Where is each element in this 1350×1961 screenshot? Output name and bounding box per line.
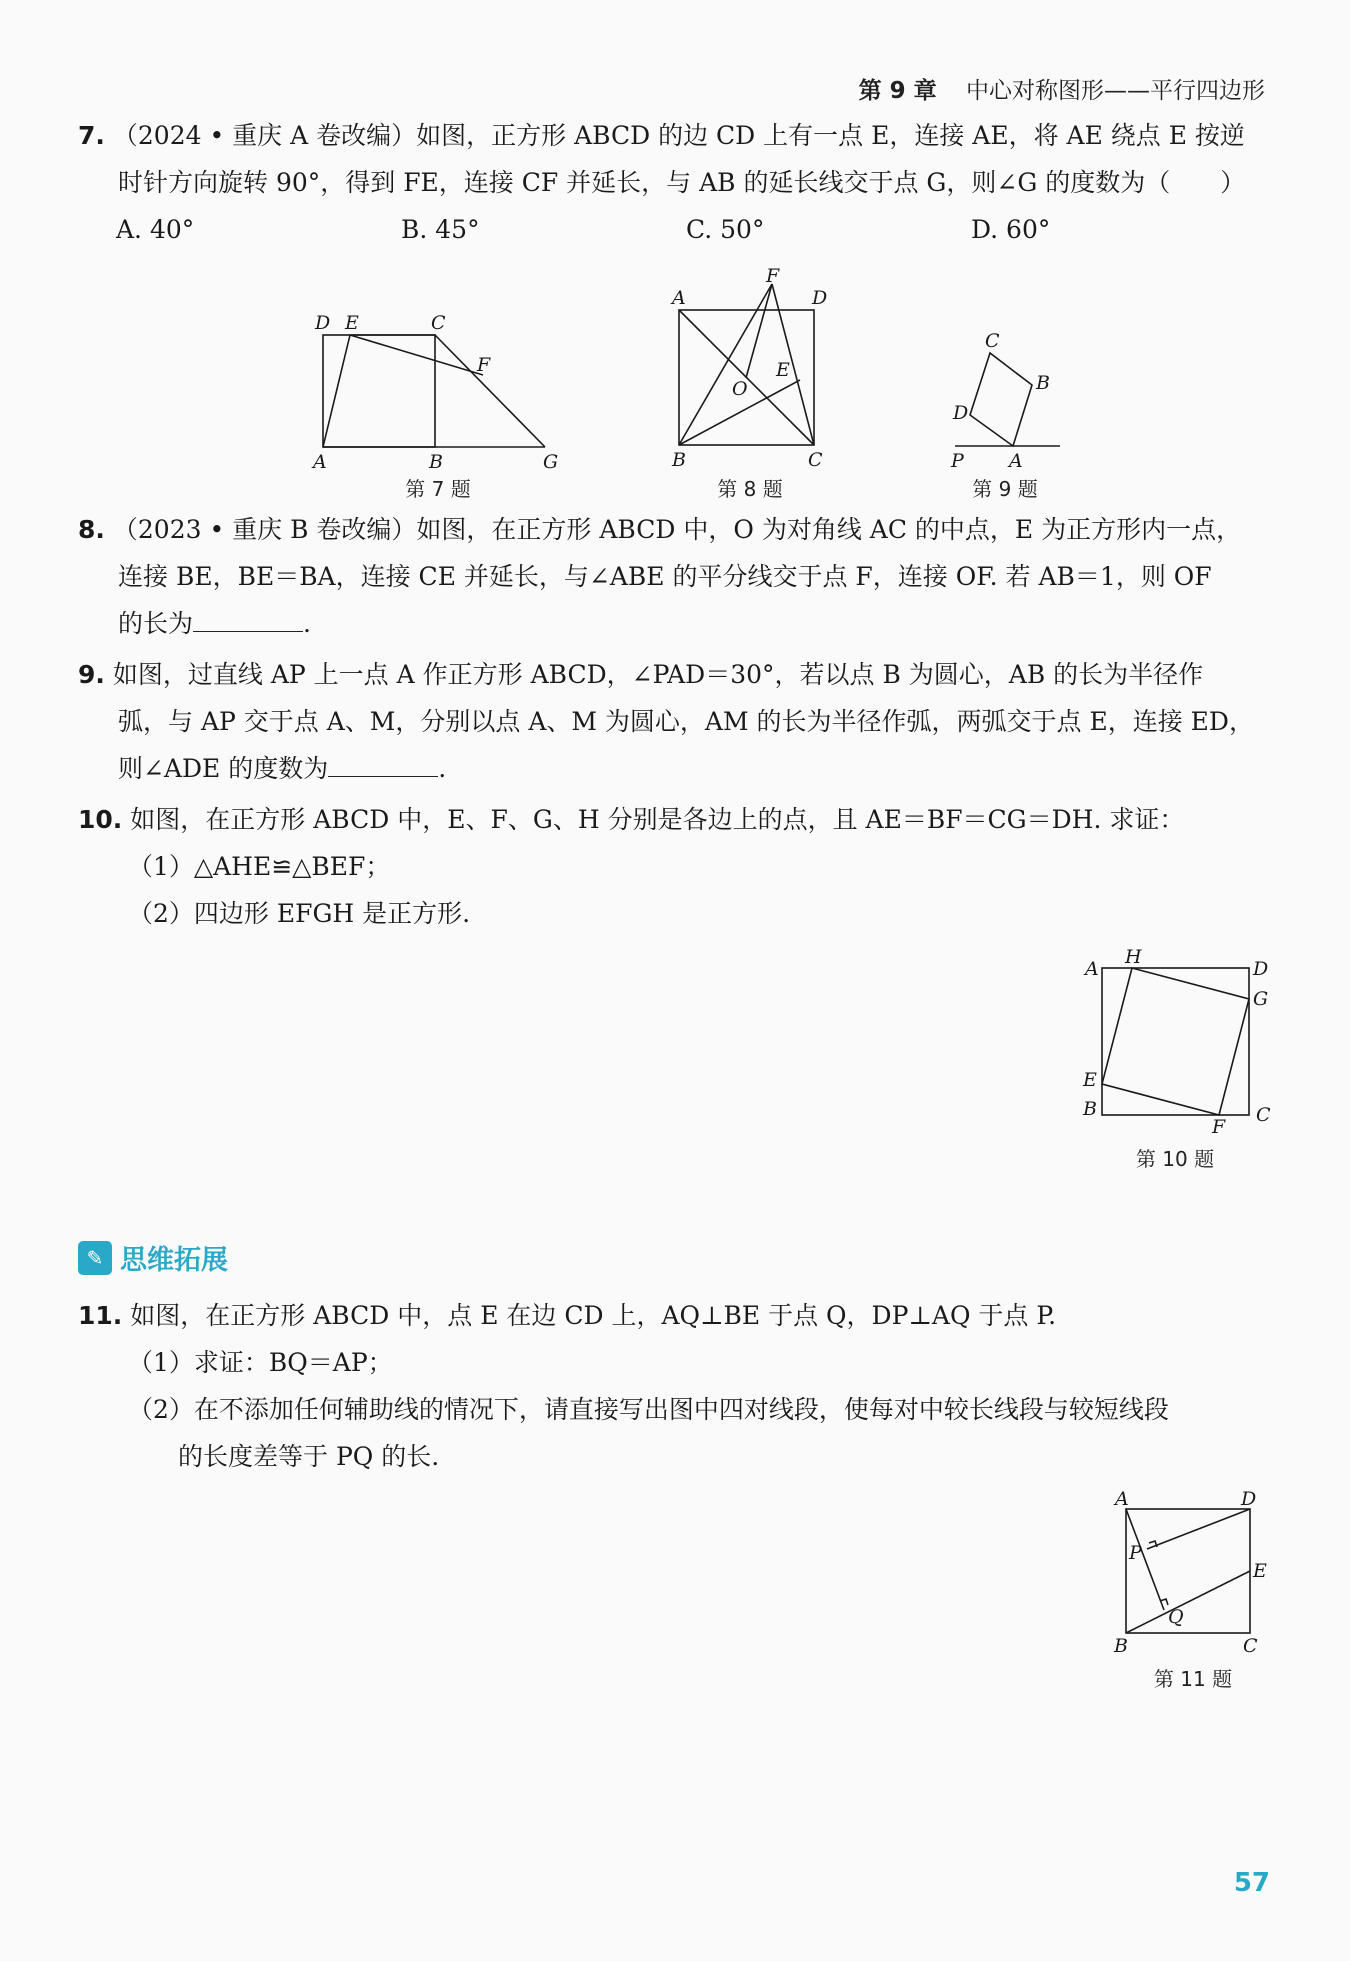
question-11 [78, 1292, 1268, 1480]
sub-question: （1）△AHE≌△BEF； [128, 852, 391, 881]
point-label: E [1083, 1069, 1097, 1091]
question-text: 如图，过直线 AP 上一点 A 作正方形 ABCD，∠PAD＝30°，若以点 B 为圆心，AB 的长为半径作 [112, 660, 1204, 689]
figure-caption: 第 7 题 [405, 477, 471, 501]
figure-caption: 第 8 题 [717, 477, 783, 501]
question-text: . [303, 609, 311, 638]
answer-blank [193, 601, 303, 632]
question-number: 8. [78, 515, 105, 544]
sub-question: （2）四边形 EFGH 是正方形. [128, 899, 471, 928]
point-label: B [1036, 372, 1050, 394]
figure-10 [1075, 945, 1285, 1135]
question-number: 10. [78, 805, 123, 834]
point-label: D [1253, 958, 1269, 980]
question-text: 连接 BE，BE＝BA，连接 CE 并延长，与∠ABE 的平分线交于点 F，连接 OF. 若 AB＝1，则 OF [118, 562, 1212, 591]
figure-caption: 第 11 题 [1153, 1667, 1233, 1691]
point-label: D [1241, 1488, 1257, 1510]
page-number: 57 [1233, 1868, 1270, 1898]
page-header [859, 72, 1265, 105]
option-b: B. 45° [401, 215, 480, 244]
question-9 [78, 651, 1268, 792]
point-label: A [672, 287, 686, 309]
point-label: D [953, 402, 969, 424]
point-label: C [431, 312, 446, 334]
point-label: P [1129, 1542, 1142, 1564]
section-header [78, 1238, 228, 1277]
point-label: E [776, 359, 790, 381]
question-text: （2024 • 重庆 A 卷改编）如图，正方形 ABCD 的边 CD 上有一点 E，连接 AE，将 AE 绕点 E 按逆 [112, 121, 1245, 150]
figure-caption: 第 9 题 [972, 477, 1038, 501]
question-text: 弧，与 AP 交于点 A、M，分别以点 A、M 为圆心，AM 的长为半径作弧，两弧交于点 E，连接 ED， [118, 707, 1254, 736]
point-label: O [732, 378, 748, 400]
point-label: C [808, 449, 823, 471]
point-label: A [1085, 958, 1099, 980]
figure-8 [660, 262, 860, 472]
question-8 [78, 506, 1268, 647]
figure-9 [935, 325, 1075, 473]
point-label: B [1114, 1635, 1128, 1655]
question-10 [78, 796, 1268, 937]
sub-question: （1）求证：BQ＝AP； [128, 1348, 393, 1377]
point-label: E [1253, 1560, 1267, 1582]
point-label: Q [1168, 1606, 1184, 1628]
answer-blank [328, 746, 438, 777]
point-label: D [812, 287, 828, 309]
question-text: 的长为 [118, 609, 194, 638]
question-number: 9. [78, 660, 105, 689]
point-label: C [985, 330, 1000, 352]
figure-caption: 第 10 题 [1135, 1147, 1215, 1171]
figure-11 [1105, 1485, 1275, 1655]
point-label: P [951, 450, 964, 472]
option-d: D. 60° [971, 215, 1051, 244]
pencil-icon: ✎ [78, 1241, 112, 1275]
question-text: 则∠ADE 的度数为 [118, 754, 329, 783]
chapter-title: 中心对称图形——平行四边形 [966, 78, 1265, 104]
point-label: A [1009, 450, 1023, 472]
section-title: 思维拓展 [120, 1245, 228, 1276]
sub-question: （2）在不添加任何辅助线的情况下，请直接写出图中四对线段，使每对中较长线段与较短线段 [128, 1395, 1169, 1424]
question-7 [78, 112, 1268, 253]
figure-7 [305, 305, 575, 470]
point-label: B [1083, 1098, 1097, 1120]
sub-question: 的长度差等于 PQ 的长. [178, 1442, 440, 1471]
point-label: F [477, 354, 491, 376]
point-label: H [1125, 946, 1142, 968]
question-number: 7. [78, 121, 105, 150]
question-text: （2023 • 重庆 B 卷改编）如图，在正方形 ABCD 中，O 为对角线 AC 的中点，E 为正方形内一点， [112, 515, 1242, 544]
option-c: C. 50° [686, 215, 765, 244]
point-label: C [1243, 1635, 1258, 1655]
point-label: A [1115, 1488, 1129, 1510]
option-a: A. 40° [116, 215, 195, 244]
point-label: E [345, 312, 359, 334]
question-text: 时针方向旋转 90°，得到 FE，连接 CF 并延长，与 AB 的延长线交于点 G，则∠G 的度数为（ ） [118, 168, 1246, 197]
chapter-number: 第 9 章 [858, 78, 937, 104]
point-label: A [313, 451, 327, 470]
options [78, 206, 1268, 253]
question-text: . [438, 754, 447, 783]
question-number: 11. [78, 1301, 123, 1330]
question-text: 如图，在正方形 ABCD 中，点 E 在边 CD 上，AQ⊥BE 于点 Q，DP⊥AQ 于点 P. [130, 1301, 1057, 1330]
point-label: F [1212, 1116, 1226, 1135]
point-label: C [1256, 1104, 1271, 1126]
point-label: B [429, 451, 443, 470]
point-label: G [1253, 988, 1269, 1010]
point-label: F [766, 265, 780, 287]
point-label: G [543, 451, 559, 470]
point-label: B [672, 449, 686, 471]
point-label: D [315, 312, 331, 334]
question-text: 如图，在正方形 ABCD 中，E、F、G、H 分别是各边上的点，且 AE＝BF＝CG＝DH. 求证： [130, 805, 1185, 834]
